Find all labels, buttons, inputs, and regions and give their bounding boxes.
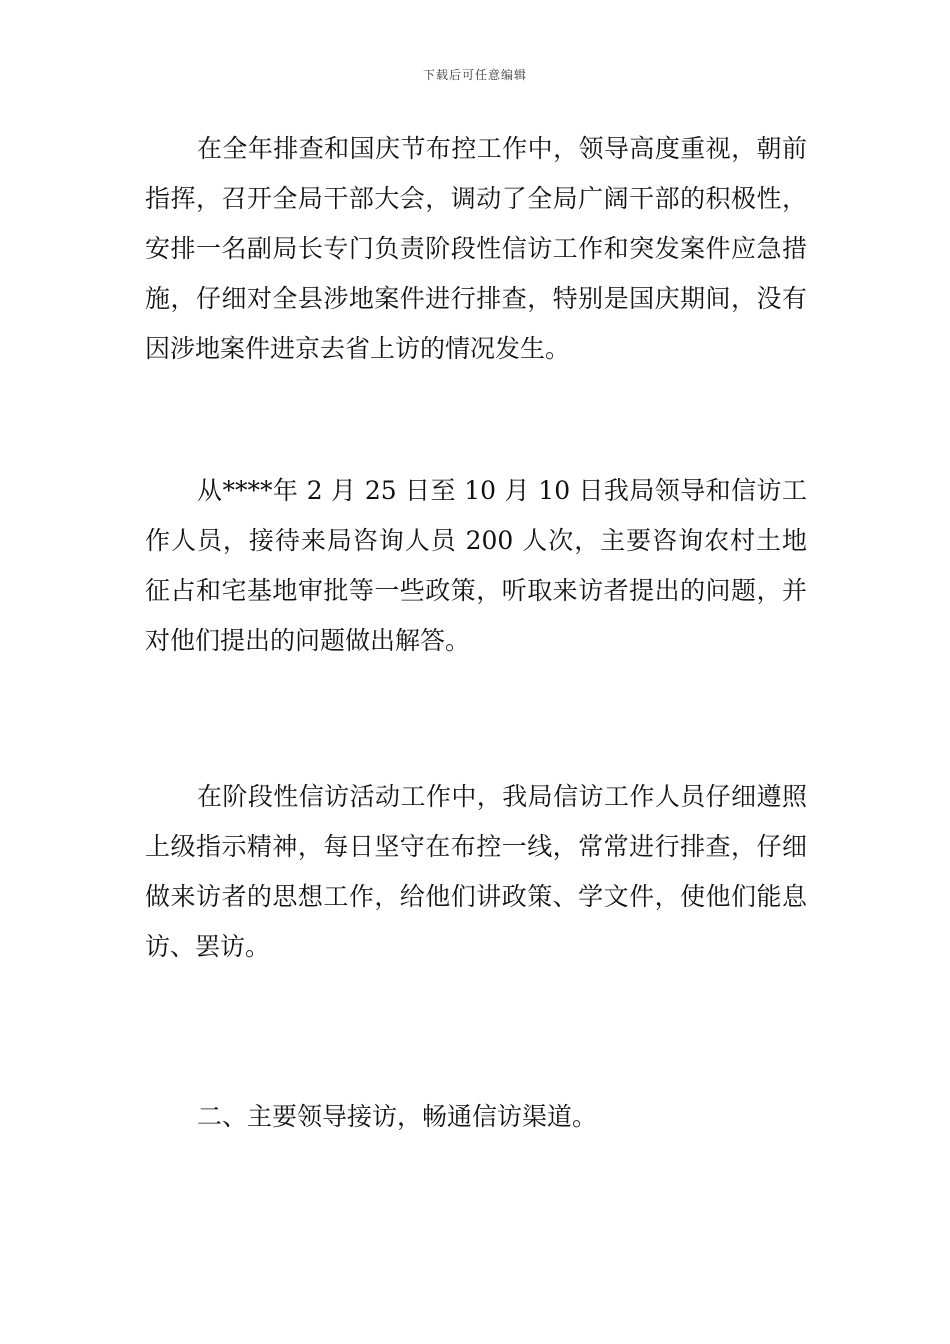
paragraph-2: 从****年 2 月 25 日至 10 月 10 日我局领导和信访工作人员，接待来局咨询人员 200 人次，主要咨询农村土地征占和宅基地审批等一些政策，听取来访者提出的问题，并对他们提出的问题做出解答。 xyxy=(145,476,807,655)
section-heading-2: 二、主要领导接访，畅通信访渠道。 xyxy=(197,1102,598,1131)
page-header-note: 下载后可任意编辑 xyxy=(422,68,527,82)
paragraph-3: 在阶段性信访活动工作中，我局信访工作人员仔细遵照上级指示精神，每日坚守在布控一线，常常进行排查，仔细做来访者的思想工作，给他们讲政策、学文件，使他们能息访、罢访。 xyxy=(145,782,807,961)
document-body xyxy=(145,124,807,1142)
paragraph-1: 在全年排查和国庆节布控工作中，领导高度重视，朝前指挥，召开全局干部大会，调动了全局广阔干部的积极性，安排一名副局长专门负责阶段性信访工作和突发案件应急措施，仔细对全县涉地案件进行排查，特别是国庆期间，没有因涉地案件进京去省上访的情况发生。 xyxy=(145,134,807,363)
